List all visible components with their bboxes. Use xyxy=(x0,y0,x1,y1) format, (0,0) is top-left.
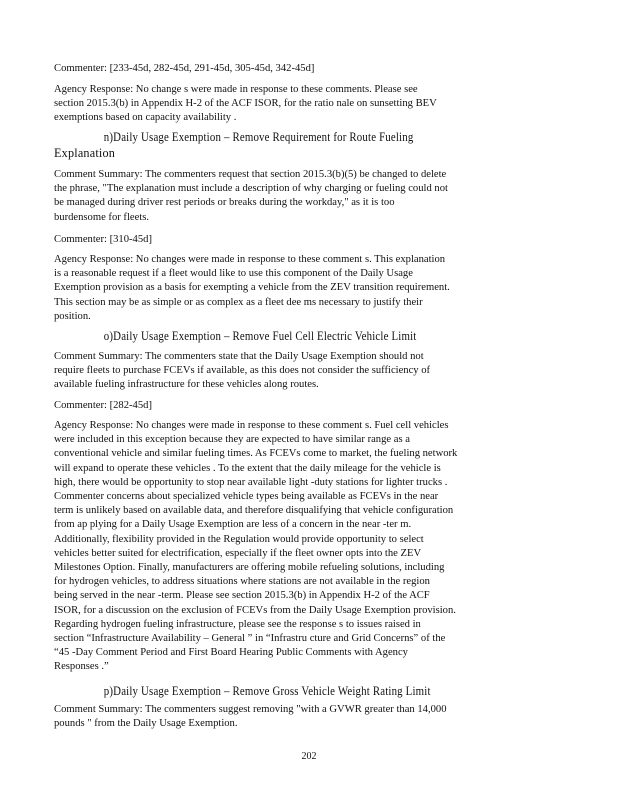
text-line: position. xyxy=(54,310,91,322)
text-line: Commenter: [282-45d] xyxy=(54,400,152,411)
page-number: 202 xyxy=(301,751,317,762)
text-line: Commenter: [233-45d, 282-45d, 291-45d, 305-45d, 342-45d] xyxy=(54,63,315,74)
section-heading xyxy=(54,329,560,345)
text-line: for hydrogen vehicles, to address situations where stations are not available in the region xyxy=(54,576,430,588)
heading-line: p)Daily Usage Exemption – Remove Gross Vehicle Weight Rating Limit xyxy=(103,684,431,698)
paragraph xyxy=(54,350,560,393)
text-line: Milestones Option. Finally, manufacturers are offering mobile refueling solutions, including xyxy=(54,562,445,574)
paragraph xyxy=(54,83,560,126)
text-line: Comment Summary: The commenters state that the Daily Usage Exemption should not xyxy=(54,351,424,362)
paragraph xyxy=(54,703,560,731)
text-line: Exemption provision as a basis for exempting a vehicle from the ZEV transition requirement. xyxy=(54,282,450,294)
text-line: Additionally, flexibility provided in the Regulation would provide opportunity to select xyxy=(54,533,424,545)
paragraph xyxy=(54,62,560,76)
paragraph xyxy=(54,399,560,413)
text-line: pounds " from the Daily Usage Exemption. xyxy=(54,718,238,730)
text-line: available fueling infrastructure for these vehicles along routes. xyxy=(54,379,319,391)
heading-line: Explanation xyxy=(54,145,116,160)
paragraph xyxy=(54,168,560,225)
paragraph xyxy=(54,253,560,324)
text-line: Commenter: [310-45d] xyxy=(54,234,152,245)
text-line: Comment Summary: The commenters request that section 2015.3(b)(5) be changed to delete xyxy=(54,169,447,180)
section-heading xyxy=(54,130,560,161)
text-line: section 2015.3(b) in Appendix H-2 of the ACF ISOR, for the ratio nale on sunsetting BEV xyxy=(54,98,437,110)
heading-line: o)Daily Usage Exemption – Remove Fuel Cell Electric Vehicle Limit xyxy=(103,329,417,343)
paragraph xyxy=(54,233,560,247)
text-line: section “Infrastructure Availability – General ” in “Infrastru cture and Grid Concerns” of the xyxy=(54,633,446,645)
text-line: Agency Response: No change s were made in response to these comments. Please see xyxy=(54,84,418,95)
text-line: the phrase, "The explanation must include a description of why charging or fueling could not xyxy=(54,183,448,195)
text-line: exemptions based on capacity availability . xyxy=(54,112,237,124)
text-line: “45 -Day Comment Period and First Board Hearing Public Comments with Agency xyxy=(54,647,408,659)
text-line: burdensome for fleets. xyxy=(54,211,150,223)
paragraph xyxy=(54,419,560,675)
text-line: be managed during driver rest periods or breaks during the workday," as it is too xyxy=(54,197,395,209)
text-line: will expand to operate these vehicles . To the extent that the daily mileage for the vehicle is xyxy=(54,462,441,474)
text-line: Responses .” xyxy=(54,661,109,673)
text-line: Commenter concerns about specialized vehicle types being available as FCEVs in the near xyxy=(54,491,439,503)
text-line: This section may be as simple or as complex as a fleet dee ms necessary to justify their xyxy=(54,296,423,308)
text-line: were included in this exception because they are expected to have similar range as a xyxy=(54,434,410,446)
text-line: being served in the near -term. Please see section 2015.3(b) in Appendix H-2 of the ACF xyxy=(54,590,430,602)
text-line: Agency Response: No changes were made in response to these comment s. Fuel cell vehicles xyxy=(54,420,449,431)
heading-line: n)Daily Usage Exemption – Remove Requirement for Route Fueling xyxy=(103,130,414,144)
text-line: vehicles better suited for electrification, especially if the fleet owner opts into the ZEV xyxy=(54,547,422,559)
text-line: Agency Response: No changes were made in response to these comment s. This explanation xyxy=(54,254,446,265)
text-line: conventional vehicle and similar fueling times. As FCEVs come to market, the fueling network xyxy=(54,448,458,460)
text-line: from ap plying for a Daily Usage Exemption are less of a concern in the near -ter m. xyxy=(54,519,412,531)
text-line: high, there would be opportunity to stop near available light -duty stations for lighter trucks . xyxy=(54,476,448,488)
section-heading xyxy=(54,684,560,700)
text-line: term is unlikely based on available data, and therefore disqualifying that vehicle configuration xyxy=(54,505,454,517)
text-line: Comment Summary: The commenters suggest removing "with a GVWR greater than 14,000 xyxy=(54,704,447,715)
text-line: Regarding hydrogen fueling infrastructure, please see the response s to issues raised in xyxy=(54,618,421,630)
text-line: is a reasonable request if a fleet would like to use this component of the Daily Usage xyxy=(54,268,413,280)
text-line: ISOR, for a discussion on the exclusion of FCEVs from the Daily Usage Exemption provision. xyxy=(54,604,456,616)
text-line: require fleets to purchase FCEVs if available, as this does not consider the sufficiency of xyxy=(54,365,431,377)
